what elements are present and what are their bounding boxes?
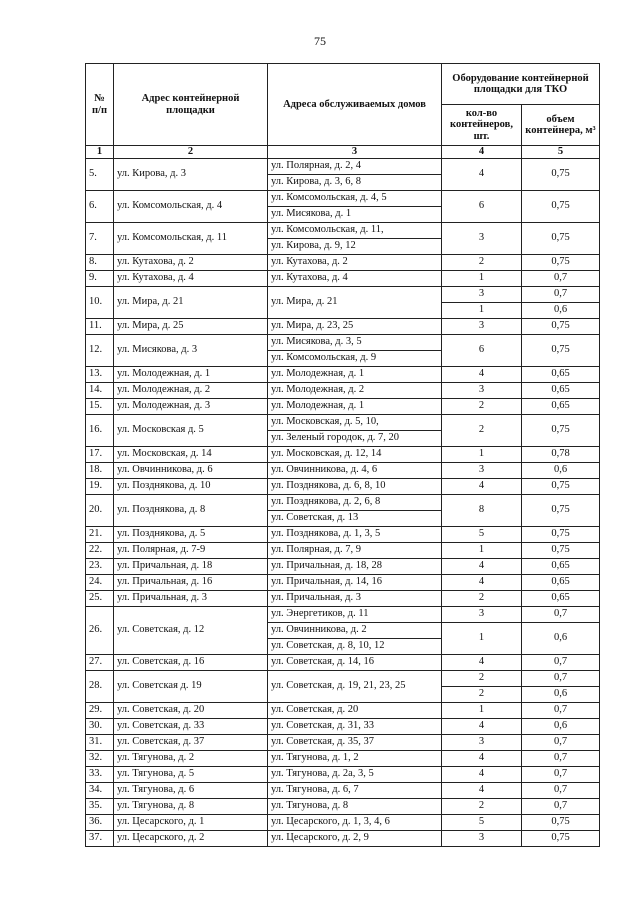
served-house: ул. Советская, д. 35, 37	[268, 735, 442, 751]
container-count: 6	[442, 191, 522, 223]
row-number: 20.	[86, 495, 114, 527]
container-volume: 0,7	[522, 607, 600, 623]
container-volume: 0,7	[522, 703, 600, 719]
row-number: 34.	[86, 783, 114, 799]
site-address: ул. Кирова, д. 3	[114, 159, 268, 191]
row-number: 6.	[86, 191, 114, 223]
container-volume: 0,7	[522, 655, 600, 671]
container-volume: 0,75	[522, 527, 600, 543]
table-row	[86, 655, 600, 671]
column-number: 1	[86, 146, 114, 159]
site-address: ул. Цесарского, д. 1	[114, 815, 268, 831]
site-address: ул. Мисякова, д. 3	[114, 335, 268, 367]
container-volume: 0,75	[522, 831, 600, 847]
served-house: ул. Причальная, д. 3	[268, 591, 442, 607]
table-row	[86, 255, 600, 271]
container-count: 2	[442, 591, 522, 607]
container-count: 4	[442, 655, 522, 671]
container-volume: 0,7	[522, 671, 600, 687]
site-address: ул. Молодежная, д. 2	[114, 383, 268, 399]
site-address: ул. Советская, д. 20	[114, 703, 268, 719]
served-house: ул. Кирова, д. 9, 12	[268, 239, 442, 255]
row-number: 10.	[86, 287, 114, 319]
container-count: 5	[442, 815, 522, 831]
site-address: ул. Тягунова, д. 6	[114, 783, 268, 799]
served-house: ул. Советская, д. 31, 33	[268, 719, 442, 735]
served-house: ул. Цесарского, д. 1, 3, 4, 6	[268, 815, 442, 831]
container-count: 3	[442, 223, 522, 255]
served-house: ул. Московская, д. 12, 14	[268, 447, 442, 463]
container-count: 1	[442, 271, 522, 287]
container-count: 6	[442, 335, 522, 367]
table-row	[86, 383, 600, 399]
row-number: 22.	[86, 543, 114, 559]
site-address: ул. Причальная, д. 16	[114, 575, 268, 591]
served-house: ул. Причальная, д. 18, 28	[268, 559, 442, 575]
container-volume: 0,7	[522, 735, 600, 751]
row-number: 33.	[86, 767, 114, 783]
row-number: 17.	[86, 447, 114, 463]
site-address: ул. Молодежная, д. 3	[114, 399, 268, 415]
container-volume: 0,75	[522, 159, 600, 191]
table-row	[86, 831, 600, 847]
row-number: 16.	[86, 415, 114, 447]
table-row	[86, 447, 600, 463]
container-volume: 0,7	[522, 271, 600, 287]
container-volume: 0,7	[522, 751, 600, 767]
served-house: ул. Комсомольская, д. 9	[268, 351, 442, 367]
site-address: ул. Советская, д. 37	[114, 735, 268, 751]
container-volume: 0,75	[522, 223, 600, 255]
served-house: ул. Зеленый городок, д. 7, 20	[268, 431, 442, 447]
served-house: ул. Московская, д. 5, 10,	[268, 415, 442, 431]
table-row	[86, 591, 600, 607]
container-count: 2	[442, 799, 522, 815]
container-count: 2	[442, 687, 522, 703]
row-number: 19.	[86, 479, 114, 495]
row-number: 29.	[86, 703, 114, 719]
served-house: ул. Полярная, д. 7, 9	[268, 543, 442, 559]
site-address: ул. Советская, д. 16	[114, 655, 268, 671]
table-row	[86, 671, 600, 687]
column-number: 2	[114, 146, 268, 159]
row-number: 9.	[86, 271, 114, 287]
header-count: кол-во контейнеров, шт.	[442, 105, 522, 146]
container-count: 3	[442, 735, 522, 751]
served-house: ул. Тягунова, д. 1, 2	[268, 751, 442, 767]
container-count: 4	[442, 479, 522, 495]
container-count: 4	[442, 159, 522, 191]
site-address: ул. Тягунова, д. 2	[114, 751, 268, 767]
table-body	[86, 159, 600, 847]
container-count: 1	[442, 447, 522, 463]
container-count: 4	[442, 559, 522, 575]
served-house: ул. Мира, д. 23, 25	[268, 319, 442, 335]
column-number: 5	[522, 146, 600, 159]
row-number: 35.	[86, 799, 114, 815]
container-count: 2	[442, 671, 522, 687]
table-row	[86, 783, 600, 799]
served-house: ул. Кутахова, д. 2	[268, 255, 442, 271]
served-house: ул. Советская, д. 19, 21, 23, 25	[268, 671, 442, 703]
container-sites-table	[85, 63, 600, 847]
site-address: ул. Полярная, д. 7-9	[114, 543, 268, 559]
row-number: 15.	[86, 399, 114, 415]
container-count: 3	[442, 287, 522, 303]
row-number: 32.	[86, 751, 114, 767]
container-volume: 0,6	[522, 623, 600, 655]
table-row	[86, 543, 600, 559]
row-number: 27.	[86, 655, 114, 671]
served-house: ул. Овчинникова, д. 4, 6	[268, 463, 442, 479]
served-house: ул. Мира, д. 21	[268, 287, 442, 319]
table-row	[86, 191, 600, 207]
site-address: ул. Советская д. 19	[114, 671, 268, 703]
container-volume: 0,65	[522, 383, 600, 399]
site-address: ул. Тягунова, д. 8	[114, 799, 268, 815]
container-count: 3	[442, 831, 522, 847]
row-number: 12.	[86, 335, 114, 367]
container-volume: 0,65	[522, 591, 600, 607]
container-count: 4	[442, 783, 522, 799]
container-count: 4	[442, 767, 522, 783]
column-number: 3	[268, 146, 442, 159]
table-row	[86, 479, 600, 495]
site-address: ул. Овчинникова, д. 6	[114, 463, 268, 479]
site-address: ул. Позднякова, д. 8	[114, 495, 268, 527]
site-address: ул. Комсомольская, д. 11	[114, 223, 268, 255]
row-number: 28.	[86, 671, 114, 703]
table-row	[86, 415, 600, 431]
site-address: ул. Советская, д. 33	[114, 719, 268, 735]
served-house: ул. Комсомольская, д. 4, 5	[268, 191, 442, 207]
table-row	[86, 607, 600, 623]
row-number: 36.	[86, 815, 114, 831]
row-number: 37.	[86, 831, 114, 847]
table-row	[86, 767, 600, 783]
header-equipment: Оборудование контейнерной площадки для ТКО	[442, 64, 600, 105]
table-row	[86, 799, 600, 815]
container-volume: 0,75	[522, 495, 600, 527]
served-house: ул. Советская, д. 8, 10, 12	[268, 639, 442, 655]
row-number: 24.	[86, 575, 114, 591]
container-volume: 0,7	[522, 783, 600, 799]
container-volume: 0,7	[522, 287, 600, 303]
site-address: ул. Московская, д. 14	[114, 447, 268, 463]
table-row	[86, 527, 600, 543]
container-volume: 0,75	[522, 191, 600, 223]
column-number: 4	[442, 146, 522, 159]
row-number: 14.	[86, 383, 114, 399]
served-house: ул. Молодежная, д. 1	[268, 399, 442, 415]
container-volume: 0,6	[522, 719, 600, 735]
served-house: ул. Комсомольская, д. 11,	[268, 223, 442, 239]
served-house: ул. Мисякова, д. 3, 5	[268, 335, 442, 351]
container-volume: 0,75	[522, 255, 600, 271]
table-row	[86, 159, 600, 175]
container-count: 1	[442, 703, 522, 719]
container-volume: 0,6	[522, 687, 600, 703]
row-number: 23.	[86, 559, 114, 575]
container-volume: 0,6	[522, 463, 600, 479]
table-row	[86, 719, 600, 735]
table-row	[86, 319, 600, 335]
served-house: ул. Советская, д. 13	[268, 511, 442, 527]
container-count: 4	[442, 719, 522, 735]
row-number: 26.	[86, 607, 114, 655]
table-row	[86, 463, 600, 479]
container-volume: 0,65	[522, 559, 600, 575]
header-served-houses: Адреса обслуживаемых домов	[268, 64, 442, 146]
table-row	[86, 223, 600, 239]
container-volume: 0,75	[522, 479, 600, 495]
served-house: ул. Молодежная, д. 1	[268, 367, 442, 383]
container-count: 1	[442, 303, 522, 319]
container-volume: 0,78	[522, 447, 600, 463]
served-house: ул. Причальная, д. 14, 16	[268, 575, 442, 591]
site-address: ул. Причальная, д. 3	[114, 591, 268, 607]
served-house: ул. Позднякова, д. 6, 8, 10	[268, 479, 442, 495]
served-house: ул. Кутахова, д. 4	[268, 271, 442, 287]
site-address: ул. Кутахова, д. 4	[114, 271, 268, 287]
container-volume: 0,65	[522, 575, 600, 591]
site-address: ул. Молодежная, д. 1	[114, 367, 268, 383]
column-numbers-row	[86, 146, 600, 159]
container-volume: 0,65	[522, 399, 600, 415]
served-house: ул. Молодежная, д. 2	[268, 383, 442, 399]
row-number: 18.	[86, 463, 114, 479]
container-volume: 0,7	[522, 767, 600, 783]
row-number: 8.	[86, 255, 114, 271]
container-volume: 0,6	[522, 303, 600, 319]
header-site-address: Адрес контейнерной площадки	[114, 64, 268, 146]
page-number: 75	[314, 34, 326, 48]
served-house: ул. Кирова, д. 3, 6, 8	[268, 175, 442, 191]
site-address: ул. Мира, д. 21	[114, 287, 268, 319]
site-address: ул. Цесарского, д. 2	[114, 831, 268, 847]
container-count: 3	[442, 607, 522, 623]
row-number: 5.	[86, 159, 114, 191]
container-volume: 0,7	[522, 799, 600, 815]
container-volume: 0,75	[522, 543, 600, 559]
served-house: ул. Мисякова, д. 1	[268, 207, 442, 223]
container-count: 3	[442, 319, 522, 335]
site-address: ул. Тягунова, д. 5	[114, 767, 268, 783]
table-row	[86, 735, 600, 751]
row-number: 11.	[86, 319, 114, 335]
site-address: ул. Позднякова, д. 5	[114, 527, 268, 543]
site-address: ул. Мира, д. 25	[114, 319, 268, 335]
row-number: 25.	[86, 591, 114, 607]
container-count: 3	[442, 383, 522, 399]
site-address: ул. Комсомольская, д. 4	[114, 191, 268, 223]
table-row	[86, 287, 600, 303]
container-count: 1	[442, 623, 522, 655]
row-number: 21.	[86, 527, 114, 543]
container-volume: 0,75	[522, 319, 600, 335]
table-row	[86, 367, 600, 383]
served-house: ул. Тягунова, д. 6, 7	[268, 783, 442, 799]
container-count: 1	[442, 543, 522, 559]
table-row	[86, 559, 600, 575]
served-house: ул. Позднякова, д. 2, 6, 8	[268, 495, 442, 511]
container-count: 8	[442, 495, 522, 527]
row-number: 30.	[86, 719, 114, 735]
served-house: ул. Энергетиков, д. 11	[268, 607, 442, 623]
container-count: 3	[442, 463, 522, 479]
container-count: 2	[442, 415, 522, 447]
table-row	[86, 815, 600, 831]
site-address: ул. Советская, д. 12	[114, 607, 268, 655]
container-count: 4	[442, 751, 522, 767]
container-count: 4	[442, 575, 522, 591]
container-volume: 0,75	[522, 415, 600, 447]
served-house: ул. Полярная, д. 2, 4	[268, 159, 442, 175]
served-house: ул. Овчинникова, д. 2	[268, 623, 442, 639]
table-row	[86, 751, 600, 767]
header-num: № п/п	[86, 64, 114, 146]
site-address: ул. Причальная, д. 18	[114, 559, 268, 575]
container-volume: 0,65	[522, 367, 600, 383]
header-volume: объем контейнера, м³	[522, 105, 600, 146]
site-address: ул. Кутахова, д. 2	[114, 255, 268, 271]
served-house: ул. Советская, д. 20	[268, 703, 442, 719]
container-volume: 0,75	[522, 335, 600, 367]
row-number: 7.	[86, 223, 114, 255]
table-row	[86, 495, 600, 511]
row-number: 31.	[86, 735, 114, 751]
table-row	[86, 575, 600, 591]
container-count: 2	[442, 255, 522, 271]
table-row	[86, 703, 600, 719]
served-house: ул. Тягунова, д. 2а, 3, 5	[268, 767, 442, 783]
table-row	[86, 399, 600, 415]
container-volume: 0,75	[522, 815, 600, 831]
table-row	[86, 335, 600, 351]
row-number: 13.	[86, 367, 114, 383]
container-count: 5	[442, 527, 522, 543]
container-count: 4	[442, 367, 522, 383]
site-address: ул. Московская д. 5	[114, 415, 268, 447]
served-house: ул. Позднякова, д. 1, 3, 5	[268, 527, 442, 543]
served-house: ул. Тягунова, д. 8	[268, 799, 442, 815]
served-house: ул. Советская, д. 14, 16	[268, 655, 442, 671]
served-house: ул. Цесарского, д. 2, 9	[268, 831, 442, 847]
table-row	[86, 271, 600, 287]
site-address: ул. Позднякова, д. 10	[114, 479, 268, 495]
container-count: 2	[442, 399, 522, 415]
